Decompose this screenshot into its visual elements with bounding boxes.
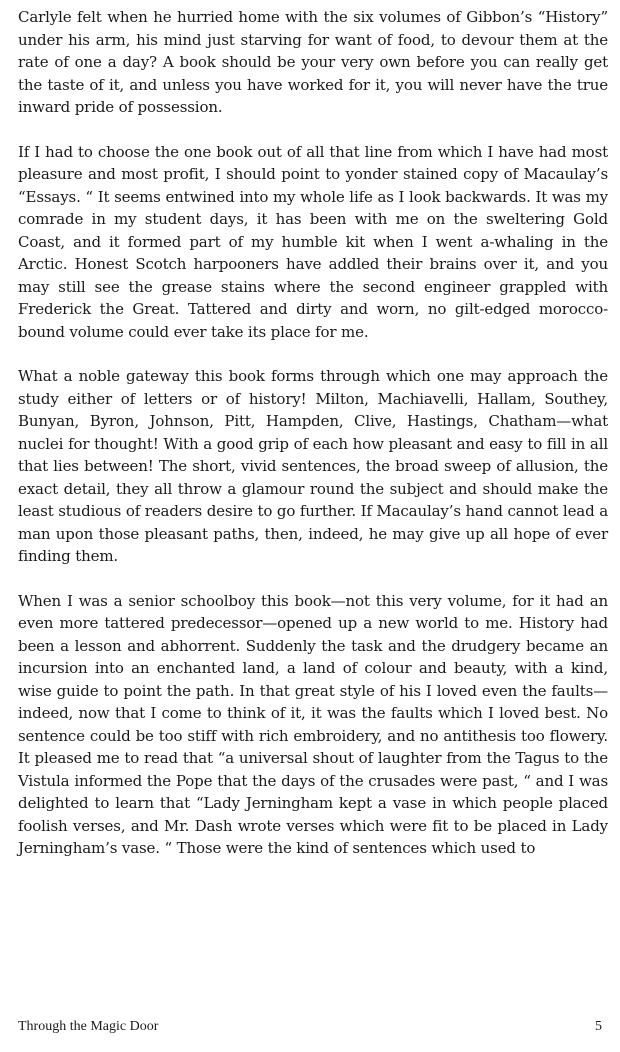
page-number: 5	[595, 1019, 602, 1034]
page-footer	[18, 1017, 602, 1037]
paragraph-1: Carlyle felt when he hurried home with the six volumes of Gibbon’s “History” under his arm, his mind just starving for want of food, to devour them at the rate of one a day? A book should be your very own before you can really get the taste of it, and unless you have worked for it, you will never have the true inward pride of possession.	[18, 8, 608, 116]
paragraph-3: What a noble gateway this book forms through which one may approach the study either of letters or of history! Milton, Machiavelli, Hallam, Southey, Bunyan, Byron, Johnson, Pitt, Hampden, Clive, Hastings, Chatham—what nuclei for thought! With a good grip of each how pleasant and easy to fill in all that lies between! The short, vivid sentences, the broad sweep of allusion, the exact detail, they all throw a glamour round the subject and should make the least studious of readers desire to go further. If Macaulay’s hand cannot lead a man upon those pleasant paths, then, indeed, he may give up all hope of ever finding them.	[18, 367, 608, 565]
running-title: Through the Magic Door	[18, 1019, 159, 1034]
paragraph-2: If I had to choose the one book out of all that line from which I have had most pleasure and most profit, I should point to yonder stained copy of Macaulay’s “Essays. “ It seems entwined into my whole life as I look backwards. It was my comrade in my student days, it has been with me on the sweltering Gold Coast, and it formed part of my humble kit when I went a-whaling in the Arctic. Honest Scotch harpooners have addled their brains over it, and you may still see the grease stains where the second engineer grappled with Frederick the Great. Tattered and dirty and worn, no gilt-edged morocco-bound volume could ever take its place for me.	[18, 142, 608, 341]
body-text	[18, 6, 608, 882]
paragraph-4: When I was a senior schoolboy this book—not this very volume, for it had an even more tattered predecessor—opened up a new world to me. History had been a lesson and abhorrent. Suddenly the task and the drudgery became an incursion into an enchanted land, a land of colour and beauty, with a kind, wise guide to point the path. In that great style of his I loved even the faults—indeed, now that I come to think of it, it was the faults which I loved best. No sentence could be too stiff with rich embroidery, and no antithesis too flowery. It pleased me to read that “a universal shout of laughter from the Tagus to the Vistula informed the Pope that the days of the crusades were past, “ and I was delighted to learn that “Lady Jerningham kept a vase in which people placed foolish verses, and Mr. Dash wrote verses which were fit to be placed in Lady Jerningham’s vase. “ Those were the kind of sentences which used to	[18, 591, 608, 857]
